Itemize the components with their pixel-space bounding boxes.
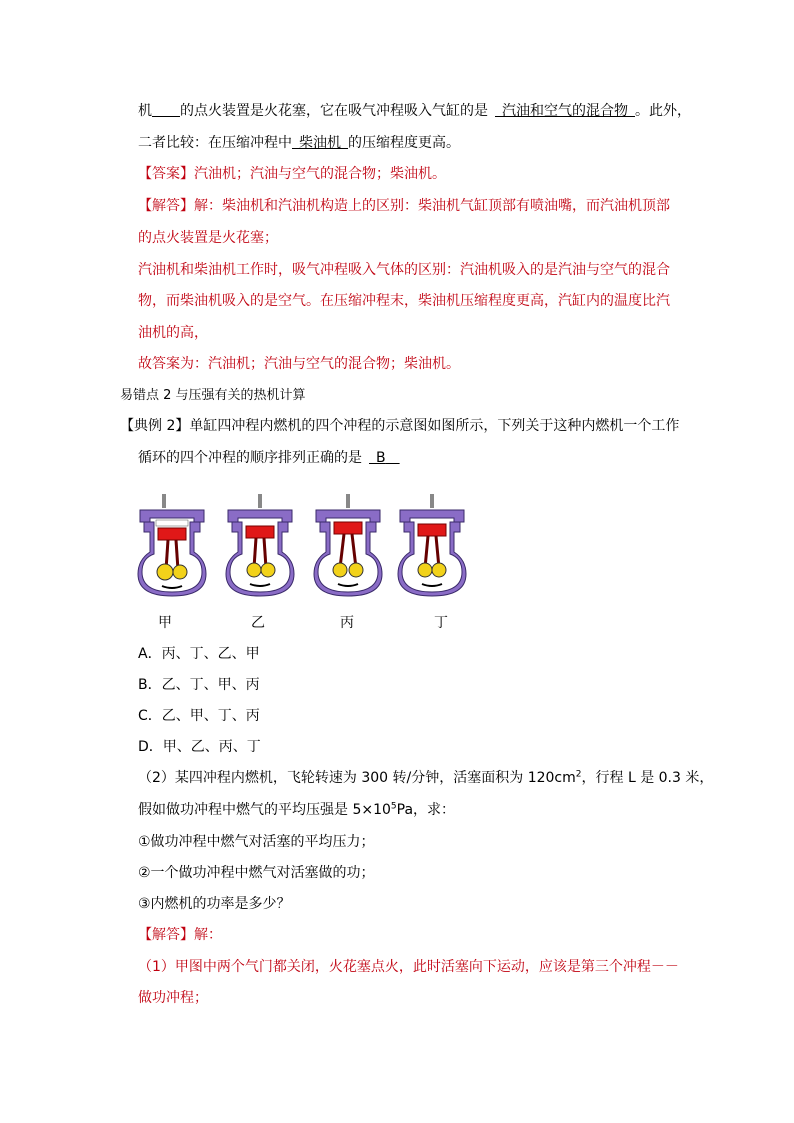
engine-jia-body — [138, 494, 206, 596]
engine-bing-body — [314, 494, 382, 596]
blank-answer-b: B — [376, 450, 386, 466]
example-2-line-2: 循环的四个冲程的顺序排列正确的是 B — [138, 448, 400, 468]
blank-answer-2: 柴油机 — [299, 135, 341, 151]
example-2-line-1: 【典例 2】单缸四冲程内燃机的四个冲程的示意图如图所示，下列关于这种内燃机一个工作 — [120, 418, 680, 434]
caption-yi: 乙 — [251, 615, 265, 631]
solution-1-line-6: 故答案为：汽油机；汽油与空气的混合物；柴油机。 — [138, 356, 460, 372]
solution-2-heading: 【解答】解： — [138, 927, 222, 943]
solution-1-line-1: 【解答】解：柴油机和汽油机构造上的区别：柴油机气缸顶部有喷油嘴，而汽油机顶部 — [138, 198, 670, 214]
answer-1: 【答案】汽油机；汽油与空气的混合物；柴油机。 — [138, 166, 446, 182]
engine-figure-yi — [220, 492, 300, 598]
blank-answer-1: 汽油和空气的混合物 — [502, 103, 628, 119]
solution-1-line-5: 油机的高， — [138, 325, 208, 341]
engine-yi-body — [226, 494, 294, 596]
solution-1-line-2: 的点火装置是火花塞； — [138, 230, 278, 246]
solution-1-line-4: 物，而柴油机吸入的是空气。在压缩冲程末，柴油机压缩程度更高，汽缸内的温度比汽 — [138, 293, 670, 309]
engine-figure-bing — [308, 492, 388, 598]
part-2-line-2: 假如做功冲程中燃气的平均压强是 $5\times 10^5Pa$，求： — [138, 801, 456, 818]
part-2-line-1: （2）某四冲程内燃机，飞轮转速为 300 转/分钟，活塞面积为 $120cm^2$，行程 L 是 0.3 米， — [138, 769, 714, 786]
option-d: D．甲、乙、丙、丁 — [138, 739, 261, 755]
engine-figure-ding — [392, 492, 472, 598]
option-c: C．乙、甲、丁、丙 — [138, 708, 260, 724]
question-1: ①做功冲程中燃气对活塞的平均压力； — [138, 834, 375, 850]
engine-ding-body — [398, 494, 466, 596]
intro-line-2: 二者比较：在压缩冲程中 柴油机 的压缩程度更高。 — [138, 135, 460, 151]
option-b: B．乙、丁、甲、丙 — [138, 677, 260, 693]
question-3: ③内燃机的功率是多少？ — [138, 896, 291, 912]
section-title: 易错点 2 与压强有关的热机计算 — [120, 388, 306, 403]
solution-2-line-2: 做功冲程； — [138, 990, 208, 1006]
intro-line-1: 机 的点火装置是火花塞，它在吸气冲程吸入气缸的是 汽油和空气的混合物 。此外， — [138, 103, 691, 119]
caption-jia: 甲 — [158, 615, 172, 631]
engine-figure-jia — [132, 492, 212, 598]
caption-bing: 丙 — [340, 615, 354, 631]
option-a: A．丙、丁、乙、甲 — [138, 646, 260, 662]
question-2: ②一个做功冲程中燃气对活塞做的功； — [138, 865, 375, 881]
solution-2-line-1: （1）甲图中两个气门都关闭，火花塞点火，此时活塞向下运动，应该是第三个冲程－－ — [138, 959, 679, 975]
solution-1-line-3: 汽油机和柴油机工作时，吸气冲程吸入气体的区别：汽油机吸入的是汽油与空气的混合 — [138, 262, 670, 278]
caption-ding: 丁 — [434, 615, 448, 631]
